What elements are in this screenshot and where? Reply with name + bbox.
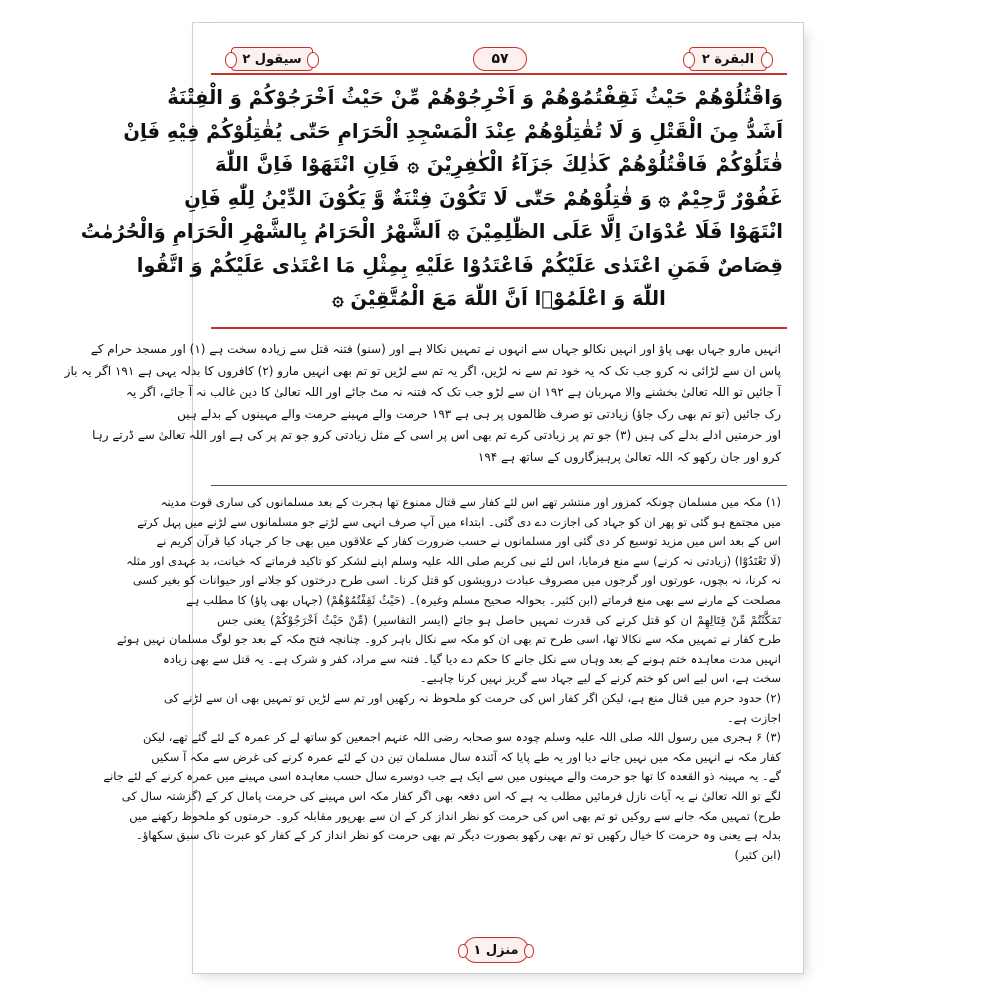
notes-divider — [211, 485, 787, 486]
note-line: (۱) مکہ میں مسلمان چونکہ کمزور اور منتشر تھے اس لئے کفار سے قتال ممنوع تھا ہجرت کے بعد مسلمانوں کی ساری قوت مدینہ — [160, 495, 781, 509]
translation-line: پاس ان سے لڑائی نہ کرو جب تک کہ یہ خود تم سے نہ لڑیں، اگر یہ تم سے لڑیں تو تم بھی انہیں مارو (۲) کافروں کا بدلہ یہی ہے ۱۹۱ اگر یہ باز — [64, 363, 781, 378]
note-line: کفار مکہ نے انہیں مکہ میں نہیں جانے دیا اور یہ طے پایا کہ آئندہ سال مسلمان تین دن کے لئے عمرہ کرنے کی غرض سے مکہ آ سکیں — [151, 749, 781, 764]
note-line: اجازت ہے۔ — [726, 710, 781, 725]
page-header — [211, 47, 787, 73]
header-divider — [211, 73, 787, 75]
note-line: (لَا تَعْتَدُوْٓا) (زیادتی نہ کرنے) سے منع فرمایا، اس لئے نبی کریم صلی اللہ علیہ وسلم اپنے لشکر کو تاکید فرماتے کہ خیانت، بد عہدی اور مثلہ — [126, 553, 781, 568]
arabic-text-block — [80, 81, 783, 316]
page-number: ۵۷ — [473, 47, 527, 71]
arabic-line: انْتَهَوْا فَلَا عُدْوَانَ اِلَّا عَلَى الظّٰلِمِيْنَ ۞ اَلشَّهْرُ الْحَرَامُ بِالشَّهْرِ الْحَرَامِ وَالْحُرُمٰتُ — [80, 220, 783, 243]
note-line: (ابن کثیر) — [734, 847, 781, 862]
arabic-divider — [211, 327, 787, 329]
note-line: (۳) ۶ ہجری میں رسول اللہ صلی اللہ علیہ وسلم چودہ سو صحابہ رضی اللہ عنہم اجمعین کو ساتھ لے کر عمرہ کے لئے گئے تھے، لیکن — [142, 730, 781, 745]
quran-page — [64, 22, 804, 974]
note-line: میں مجتمع ہو گئی تو پھر ان کو جہاد کی اجازت دے دی گئی۔ ابتداء میں آپ صرف انہی سے لڑتے جو مسلمانوں سے لڑنے میں پہل کرتے — [137, 514, 781, 529]
note-line: طرح) تمہیں مکہ جانے سے روکیں تو تم بھی اس کی حرمت کو نظر انداز کر کے ان سے بھرپور مقابلہ کرو۔ حرمتوں کو ملحوظ رکھنے میں — [129, 808, 781, 823]
note-line: تَمَكَّنْتُمْ مِّنْ قِتَالِهِمْ ان کو قتل کرنے کی قدرت تمہیں حاصل ہو جائے (ایسر التفاسیر) (مِّنْ حَيْثُ اَخْرَجُوْكُمْ) یعنی جس — [217, 612, 781, 627]
surah-label: البقرة ۲ — [689, 47, 767, 71]
translation-line: رک جائیں (تو تم بھی رک جاؤ) زیادتی تو صرف ظالموں پر ہی ہے ۱۹۳ حرمت والے مہینے حرمت والے مہینوں کے بدلے ہیں — [177, 406, 781, 421]
note-line: بدلہ ہے یعنی وہ حرمت کا خیال رکھیں تو تم بھی رکھو بصورت دیگر تم بھی حرمت کو نظر انداز کر کے کفار کو عبرت ناک سبق سکھاؤ۔ — [136, 828, 781, 843]
arabic-line: قٰتَلُوْكُمْ فَاقْتُلُوْهُمْ كَذٰلِكَ جَزَآءُ الْكٰفِرِيْنَ ۞ فَاِنِ انْتَهَوْا فَاِنَّ اللّٰهَ — [215, 153, 783, 176]
arabic-line: قِصَاصٌ فَمَنِ اعْتَدٰى عَلَيْكُمْ فَاعْتَدُوْا عَلَيْهِ بِمِثْلِ مَا اعْتَدٰى عَلَيْكُمْ وَ اتَّقُوا — [136, 253, 783, 277]
note-line: مصلحت کے مارنے سے بھی منع فرماتے (ابن کثیر۔ بحوالہ صحیح مسلم وغیرہ)۔ (حَيْثُ ثَقِفْتُمُوْهُمْ) (جہاں بھی پاؤ) کا مطلب ہے — [186, 592, 781, 607]
footnotes — [103, 493, 781, 865]
translation-line: کرو اور جان رکھو کہ اللہ تعالیٰ پرہیزگاروں کے ساتھ ہے ۱۹۴ — [477, 449, 781, 464]
arabic-line: وَاقْتُلُوْهُمْ حَيْثُ ثَقِفْتُمُوْهُمْ وَ اَخْرِجُوْهُمْ مِّنْ حَيْثُ اَخْرَجُوْكُمْ وَ الْفِتْنَةُ — [167, 86, 783, 109]
translation-line: اور حرمتیں ادلے بدلے کی ہیں (۳) جو تم پر زیادتی کرے تم بھی اس پر اسی کے مثل زیادتی کرو جو تم پر کی ہے اور اللہ تعالیٰ سے ڈرتے رہا — [92, 428, 781, 443]
urdu-translation — [64, 339, 781, 469]
note-line: نہ کرنا، نہ بچوں، عورتوں اور گرجوں میں مصروف عبادت درویشوں کو قتل کرنا۔ اسی طرح درختوں کو جلانے اور حیوانات کو بغیر کسی — [132, 573, 781, 588]
note-line: سخت ہے، اس لیے اس کو ختم کرنے کے لیے جہاد سے گریز نہیں کرنا چاہیے۔ — [419, 671, 781, 686]
para-label: سیقول ۲ — [231, 47, 313, 71]
arabic-line: اللّٰهَ وَ اعْلَمُوْۤا اَنَّ اللّٰهَ مَعَ الْمُتَّقِيْنَ ۞ — [332, 287, 666, 310]
arabic-line: غَفُوْرٌ رَّحِيْمٌ ۞ وَ قٰتِلُوْهُمْ حَتّٰى لَا تَكُوْنَ فِتْنَةٌ وَّ يَكُوْنَ الدِّيْنُ لِلّٰهِ فَاِنِ — [184, 186, 783, 210]
note-line: اس کے بعد اس میں مزید توسیع کر دی گئی اور مسلمانوں نے حسب ضرورت کفار کے علاقوں میں بھی جا کر جہاد کیا قرآن کریم نے — [156, 534, 781, 549]
note-line: انہیں مدت معاہدہ ختم ہونے کے بعد وہاں سے نکل جانے کا حکم دے دیا گیا۔ فتنہ سے مراد، کفر و شرک ہے۔ یہ قتل سے بھی زیادہ — [162, 651, 781, 666]
note-line: لگے تو اللہ تعالیٰ نے یہ آیات نازل فرمائیں مطلب یہ ہے کہ اس دفعہ بھی اگر کفار مکہ اس مہینے کی حرمت پامال کر کے (گزشتہ سال کی — [121, 788, 781, 803]
translation-line: انہیں مارو جہاں بھی پاؤ اور انہیں نکالو جہاں سے انہوں نے تمہیں نکالا ہے اور (سنو) فتنہ قتل سے زیادہ سخت ہے (۱) اور مسجد حرام کے — [90, 342, 781, 356]
note-line: گے۔ یہ مہینہ ذو القعدہ کا تھا جو حرمت والے مہینوں میں سے ایک ہے جب دوسرے سال حسب معاہدہ اسی مہینے میں عمرہ کرنے کے لئے جانے — [103, 769, 781, 784]
note-line: (۲) حدود حرم میں قتال منع ہے، لیکن اگر کفار اس کی حرمت کو ملحوظ نہ رکھیں اور تم سے لڑیں تو تمہیں بھی ان سے لڑنے کی — [163, 690, 781, 705]
translation-line: آ جائیں تو اللہ تعالیٰ بخشنے والا مہربان ہے ۱۹۲ ان سے لڑو جب تک کہ فتنہ نہ مٹ جائے اور اللہ تعالیٰ کا دین غالب نہ آ جائے، اگر یہ — [126, 385, 781, 400]
note-line: طرح کفار نے تمہیں مکہ سے نکالا تھا، اسی طرح تم بھی ان کو مکہ سے نکال باہر کرو۔ چنانچہ فتح مکہ کے بعد جو لوگ مسلمان نہیں ہوئے — [116, 632, 781, 647]
arabic-line: اَشَدُّ مِنَ الْقَتْلِ وَ لَا تُقٰتِلُوْهُمْ عِنْدَ الْمَسْجِدِ الْحَرَامِ حَتّٰى يُقٰتِلُوْكُمْ فِيْهِ فَاِنْ — [123, 119, 783, 143]
manzil-label: منزل ۱ — [463, 937, 529, 963]
